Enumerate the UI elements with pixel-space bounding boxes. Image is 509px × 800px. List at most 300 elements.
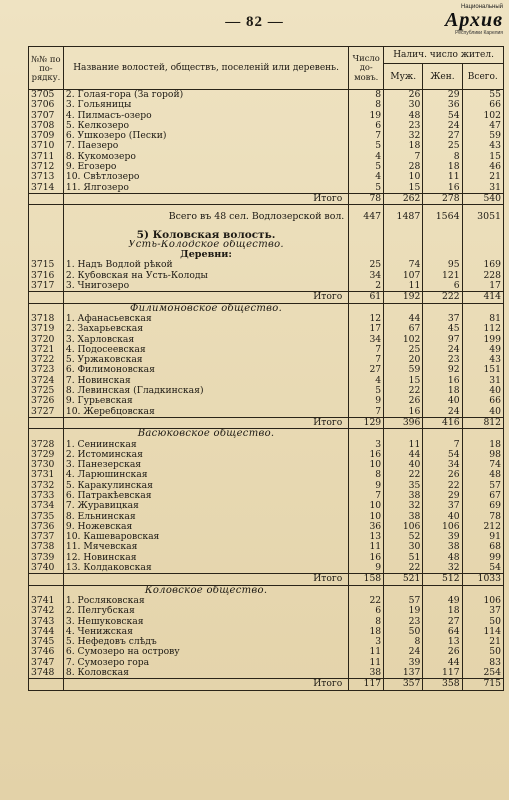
row-houses: 6 bbox=[349, 121, 384, 131]
row-male: 22 bbox=[384, 563, 423, 574]
row-name: 2. Пелгубская bbox=[63, 606, 348, 616]
row-houses: 5 bbox=[349, 141, 384, 151]
row-total: 50 bbox=[462, 647, 503, 657]
society-heading-row bbox=[29, 585, 504, 596]
table-row bbox=[29, 162, 504, 172]
row-houses: 13 bbox=[349, 532, 384, 542]
row-number: 3737 bbox=[29, 532, 64, 542]
row-male: 35 bbox=[384, 481, 423, 491]
table-row bbox=[29, 627, 504, 637]
row-name: 6. Филимоновская bbox=[63, 365, 348, 375]
society-heading: Филимоновское общество. bbox=[63, 303, 348, 314]
total-male: 262 bbox=[384, 193, 423, 204]
spacer-cell bbox=[29, 223, 64, 230]
row-number: 3728 bbox=[29, 440, 64, 450]
row-number: 3734 bbox=[29, 501, 64, 511]
total-male: 521 bbox=[384, 574, 423, 585]
row-total: 37 bbox=[462, 606, 503, 616]
row-female: 92 bbox=[423, 365, 462, 375]
subtotal-row bbox=[29, 417, 504, 428]
row-total: 17 bbox=[462, 281, 503, 292]
row-houses: 8 bbox=[349, 90, 384, 101]
row-female: 117 bbox=[423, 668, 462, 679]
row-female: 24 bbox=[423, 121, 462, 131]
row-number: 3705 bbox=[29, 90, 64, 101]
table-row bbox=[29, 617, 504, 627]
row-total: 254 bbox=[462, 668, 503, 679]
row-total: 54 bbox=[462, 563, 503, 574]
row-name: 9. Гурьевская bbox=[63, 396, 348, 406]
row-houses: 9 bbox=[349, 563, 384, 574]
row-total: 114 bbox=[462, 627, 503, 637]
row-female: 24 bbox=[423, 407, 462, 418]
row-male: 16 bbox=[384, 407, 423, 418]
total-total: 3051 bbox=[462, 212, 503, 222]
row-number: 3736 bbox=[29, 522, 64, 532]
row-number bbox=[29, 417, 64, 428]
row-male: 50 bbox=[384, 627, 423, 637]
total-label: Всего въ 48 сел. Водлозерской вол. bbox=[63, 212, 348, 222]
table-row bbox=[29, 90, 504, 101]
row-houses: 7 bbox=[349, 407, 384, 418]
row-number: 3718 bbox=[29, 314, 64, 324]
row-male: 28 bbox=[384, 162, 423, 172]
row-female: 38 bbox=[423, 542, 462, 552]
total-label: Итого bbox=[63, 417, 348, 428]
table-row bbox=[29, 470, 504, 480]
row-number bbox=[29, 574, 64, 585]
row-female: 26 bbox=[423, 647, 462, 657]
table-row bbox=[29, 183, 504, 194]
row-male: 11 bbox=[384, 281, 423, 292]
table-row bbox=[29, 172, 504, 182]
spacer-cell bbox=[384, 223, 423, 230]
empty-cell bbox=[423, 240, 462, 250]
empty-cell bbox=[462, 240, 503, 250]
row-male: 38 bbox=[384, 512, 423, 522]
total-label: Итого bbox=[63, 574, 348, 585]
row-name: 1. Афанасьевская bbox=[63, 314, 348, 324]
row-number: 3725 bbox=[29, 386, 64, 396]
row-total: 43 bbox=[462, 141, 503, 151]
row-number: 3745 bbox=[29, 637, 64, 647]
row-female: 27 bbox=[423, 617, 462, 627]
row-number: 3707 bbox=[29, 111, 64, 121]
table-row bbox=[29, 522, 504, 532]
row-female: 11 bbox=[423, 172, 462, 182]
row-female: 26 bbox=[423, 470, 462, 480]
row-total: 31 bbox=[462, 376, 503, 386]
row-female: 18 bbox=[423, 606, 462, 616]
row-name: 4. Ларюшинская bbox=[63, 470, 348, 480]
table-row bbox=[29, 532, 504, 542]
table-row bbox=[29, 281, 504, 292]
spacer-cell bbox=[423, 205, 462, 213]
row-total: 228 bbox=[462, 271, 503, 281]
table-row bbox=[29, 314, 504, 324]
row-houses: 7 bbox=[349, 131, 384, 141]
empty-cell bbox=[462, 303, 503, 314]
row-female: 36 bbox=[423, 100, 462, 110]
row-total: 31 bbox=[462, 183, 503, 194]
empty-cell bbox=[423, 585, 462, 596]
row-name: 6. Ушкозеро (Пески) bbox=[63, 131, 348, 141]
row-name: 4. Подосеевская bbox=[63, 345, 348, 355]
row-male: 137 bbox=[384, 668, 423, 679]
table-row bbox=[29, 141, 504, 151]
row-name: 8. Левинская (Гладкинская) bbox=[63, 386, 348, 396]
row-houses: 7 bbox=[349, 491, 384, 501]
row-houses: 8 bbox=[349, 100, 384, 110]
row-number: 3710 bbox=[29, 141, 64, 151]
row-total: 69 bbox=[462, 501, 503, 511]
row-total: 55 bbox=[462, 90, 503, 101]
row-name: 5. Келкозеро bbox=[63, 121, 348, 131]
row-total: 67 bbox=[462, 491, 503, 501]
table-row bbox=[29, 365, 504, 375]
empty-cell bbox=[349, 230, 384, 240]
spacer-cell bbox=[349, 223, 384, 230]
row-houses: 34 bbox=[349, 271, 384, 281]
row-total: 59 bbox=[462, 131, 503, 141]
row-total: 212 bbox=[462, 522, 503, 532]
header-total: Всего. bbox=[462, 64, 503, 90]
row-name: 2. Кубовская на Усть-Колоды bbox=[63, 271, 348, 281]
row-number bbox=[29, 250, 64, 260]
empty-cell bbox=[384, 240, 423, 250]
row-number: 3714 bbox=[29, 183, 64, 194]
row-houses: 36 bbox=[349, 522, 384, 532]
row-number: 3733 bbox=[29, 491, 64, 501]
total-total: 1033 bbox=[462, 574, 503, 585]
table-row bbox=[29, 345, 504, 355]
row-number bbox=[29, 585, 64, 596]
row-male: 8 bbox=[384, 637, 423, 647]
row-female: 64 bbox=[423, 627, 462, 637]
row-number: 3735 bbox=[29, 512, 64, 522]
row-name: 1. Сениинская bbox=[63, 440, 348, 450]
row-number: 3706 bbox=[29, 100, 64, 110]
empty-cell bbox=[349, 585, 384, 596]
empty-cell bbox=[384, 585, 423, 596]
row-houses: 10 bbox=[349, 512, 384, 522]
empty-cell bbox=[349, 250, 384, 260]
row-number: 3740 bbox=[29, 563, 64, 574]
row-male: 67 bbox=[384, 324, 423, 334]
total-houses: 447 bbox=[349, 212, 384, 222]
row-total: 43 bbox=[462, 355, 503, 365]
row-female: 106 bbox=[423, 522, 462, 532]
spacer-cell bbox=[63, 205, 348, 213]
table-row bbox=[29, 131, 504, 141]
row-houses: 9 bbox=[349, 396, 384, 406]
row-female: 37 bbox=[423, 314, 462, 324]
row-name: 4. Пилмасъ-озеро bbox=[63, 111, 348, 121]
empty-cell bbox=[462, 585, 503, 596]
row-houses: 10 bbox=[349, 501, 384, 511]
row-male: 40 bbox=[384, 460, 423, 470]
row-houses: 2 bbox=[349, 281, 384, 292]
row-female: 54 bbox=[423, 450, 462, 460]
table-row bbox=[29, 121, 504, 131]
spacer-cell bbox=[423, 223, 462, 230]
row-number: 3747 bbox=[29, 658, 64, 668]
total-label: Итого bbox=[63, 679, 348, 690]
row-female: 23 bbox=[423, 355, 462, 365]
row-total: 74 bbox=[462, 460, 503, 470]
subtotal-row bbox=[29, 193, 504, 204]
spacer-row bbox=[29, 223, 504, 230]
row-male: 15 bbox=[384, 376, 423, 386]
row-male: 19 bbox=[384, 606, 423, 616]
row-name: 10. Свѣтлозеро bbox=[63, 172, 348, 182]
table-row bbox=[29, 596, 504, 606]
row-female: 95 bbox=[423, 260, 462, 270]
row-number bbox=[29, 679, 64, 690]
row-houses: 3 bbox=[349, 440, 384, 450]
row-houses: 4 bbox=[349, 172, 384, 182]
row-total: 18 bbox=[462, 440, 503, 450]
empty-cell bbox=[384, 303, 423, 314]
row-houses: 3 bbox=[349, 637, 384, 647]
row-male: 23 bbox=[384, 121, 423, 131]
row-female: 34 bbox=[423, 460, 462, 470]
row-male: 44 bbox=[384, 450, 423, 460]
row-houses: 4 bbox=[349, 376, 384, 386]
row-female: 29 bbox=[423, 90, 462, 101]
table-row bbox=[29, 386, 504, 396]
row-total: 169 bbox=[462, 260, 503, 270]
table-row bbox=[29, 542, 504, 552]
total-label: Итого bbox=[63, 193, 348, 204]
row-number: 3726 bbox=[29, 396, 64, 406]
row-number: 3742 bbox=[29, 606, 64, 616]
total-houses: 78 bbox=[349, 193, 384, 204]
row-houses: 8 bbox=[349, 470, 384, 480]
row-female: 18 bbox=[423, 162, 462, 172]
row-name: 5. Нефедовъ слѣдъ bbox=[63, 637, 348, 647]
total-female: 1564 bbox=[423, 212, 462, 222]
row-number: 3708 bbox=[29, 121, 64, 131]
total-total: 715 bbox=[462, 679, 503, 690]
row-total: 112 bbox=[462, 324, 503, 334]
empty-cell bbox=[462, 429, 503, 440]
row-female: 24 bbox=[423, 345, 462, 355]
row-male: 24 bbox=[384, 647, 423, 657]
spacer-cell bbox=[462, 223, 503, 230]
table-row bbox=[29, 111, 504, 121]
table-row bbox=[29, 355, 504, 365]
row-number: 3727 bbox=[29, 407, 64, 418]
row-female: 16 bbox=[423, 376, 462, 386]
row-male: 39 bbox=[384, 658, 423, 668]
row-total: 81 bbox=[462, 314, 503, 324]
row-total: 49 bbox=[462, 345, 503, 355]
row-houses: 27 bbox=[349, 365, 384, 375]
total-female: 222 bbox=[423, 292, 462, 303]
subheading-row bbox=[29, 250, 504, 260]
total-female: 416 bbox=[423, 417, 462, 428]
table-row bbox=[29, 376, 504, 386]
row-male: 25 bbox=[384, 345, 423, 355]
total-label: Итого bbox=[63, 292, 348, 303]
row-male: 38 bbox=[384, 491, 423, 501]
row-total: 91 bbox=[462, 532, 503, 542]
row-number: 3716 bbox=[29, 271, 64, 281]
row-male: 44 bbox=[384, 314, 423, 324]
society-heading-row bbox=[29, 303, 504, 314]
row-number bbox=[29, 292, 64, 303]
header-num: №№ по по- рядку. bbox=[29, 47, 64, 90]
spacer-cell bbox=[63, 223, 348, 230]
row-male: 102 bbox=[384, 335, 423, 345]
header-male: Муж. bbox=[384, 64, 423, 90]
row-number: 3746 bbox=[29, 647, 64, 657]
table-row bbox=[29, 450, 504, 460]
society-heading: Усть-Колодское общество. bbox=[63, 240, 348, 250]
empty-cell bbox=[423, 429, 462, 440]
row-total: 40 bbox=[462, 386, 503, 396]
row-number: 3730 bbox=[29, 460, 64, 470]
row-male: 22 bbox=[384, 470, 423, 480]
row-houses: 19 bbox=[349, 111, 384, 121]
row-total: 102 bbox=[462, 111, 503, 121]
row-female: 32 bbox=[423, 563, 462, 574]
row-houses: 38 bbox=[349, 668, 384, 679]
spacer-cell bbox=[29, 205, 64, 213]
row-name: 2. Захарьевская bbox=[63, 324, 348, 334]
header-dv: Число до- мовъ. bbox=[349, 47, 384, 90]
row-female: 37 bbox=[423, 501, 462, 511]
row-houses: 18 bbox=[349, 627, 384, 637]
row-name: 7. Журавицкая bbox=[63, 501, 348, 511]
total-male: 357 bbox=[384, 679, 423, 690]
row-total: 48 bbox=[462, 470, 503, 480]
row-total: 50 bbox=[462, 617, 503, 627]
row-name: 3. Харловская bbox=[63, 335, 348, 345]
row-houses: 5 bbox=[349, 162, 384, 172]
row-total: 21 bbox=[462, 637, 503, 647]
row-total: 151 bbox=[462, 365, 503, 375]
row-male: 30 bbox=[384, 542, 423, 552]
row-female: 54 bbox=[423, 111, 462, 121]
row-number: 3748 bbox=[29, 668, 64, 679]
subtotal-row bbox=[29, 292, 504, 303]
row-female: 45 bbox=[423, 324, 462, 334]
row-name: 3. Чнигозеро bbox=[63, 281, 348, 292]
row-houses: 11 bbox=[349, 647, 384, 657]
row-houses: 6 bbox=[349, 606, 384, 616]
row-total: 57 bbox=[462, 481, 503, 491]
row-number bbox=[29, 230, 64, 240]
table-row bbox=[29, 647, 504, 657]
row-houses: 10 bbox=[349, 460, 384, 470]
row-female: 39 bbox=[423, 532, 462, 542]
row-number: 3722 bbox=[29, 355, 64, 365]
row-houses: 7 bbox=[349, 345, 384, 355]
row-number: 3729 bbox=[29, 450, 64, 460]
row-total: 68 bbox=[462, 542, 503, 552]
header-female: Жен. bbox=[423, 64, 462, 90]
archive-logo-line3: Республики Карелия bbox=[455, 30, 503, 36]
section-heading-row bbox=[29, 230, 504, 240]
row-male: 52 bbox=[384, 532, 423, 542]
row-name: 11. Мячевская bbox=[63, 542, 348, 552]
table-row bbox=[29, 396, 504, 406]
archive-logo-line1: Национальный bbox=[460, 4, 503, 10]
empty-cell bbox=[462, 230, 503, 240]
total-houses: 129 bbox=[349, 417, 384, 428]
row-female: 27 bbox=[423, 131, 462, 141]
row-total: 15 bbox=[462, 152, 503, 162]
table-row bbox=[29, 407, 504, 418]
table-body bbox=[29, 90, 504, 691]
table-row bbox=[29, 271, 504, 281]
table-row bbox=[29, 658, 504, 668]
table-row bbox=[29, 100, 504, 110]
row-number: 3741 bbox=[29, 596, 64, 606]
empty-cell bbox=[349, 303, 384, 314]
table-row bbox=[29, 481, 504, 491]
row-number: 3709 bbox=[29, 131, 64, 141]
row-female: 48 bbox=[423, 553, 462, 563]
row-name: 3. Гольяницы bbox=[63, 100, 348, 110]
row-total: 47 bbox=[462, 121, 503, 131]
row-male: 26 bbox=[384, 396, 423, 406]
row-male: 107 bbox=[384, 271, 423, 281]
row-male: 20 bbox=[384, 355, 423, 365]
table-row bbox=[29, 335, 504, 345]
society-heading: Васюковское общество. bbox=[63, 429, 348, 440]
row-total: 21 bbox=[462, 172, 503, 182]
row-name: 6. Патракѣевская bbox=[63, 491, 348, 501]
row-name: 9. Егозеро bbox=[63, 162, 348, 172]
row-female: 6 bbox=[423, 281, 462, 292]
row-number bbox=[29, 429, 64, 440]
row-houses: 8 bbox=[349, 617, 384, 627]
row-houses: 25 bbox=[349, 260, 384, 270]
row-houses: 16 bbox=[349, 553, 384, 563]
row-number: 3721 bbox=[29, 345, 64, 355]
empty-cell bbox=[423, 230, 462, 240]
row-male: 15 bbox=[384, 183, 423, 194]
row-female: 25 bbox=[423, 141, 462, 151]
table-row bbox=[29, 260, 504, 270]
archive-logo-title: Архив bbox=[445, 9, 503, 31]
row-number: 3719 bbox=[29, 324, 64, 334]
subtotal-row bbox=[29, 679, 504, 690]
table-row bbox=[29, 637, 504, 647]
population-table bbox=[28, 46, 504, 691]
row-male: 51 bbox=[384, 553, 423, 563]
empty-cell bbox=[349, 429, 384, 440]
total-total: 414 bbox=[462, 292, 503, 303]
row-name: 8. Кукомозеро bbox=[63, 152, 348, 162]
row-female: 18 bbox=[423, 386, 462, 396]
total-female: 358 bbox=[423, 679, 462, 690]
row-number: 3712 bbox=[29, 162, 64, 172]
row-female: 121 bbox=[423, 271, 462, 281]
spacer-cell bbox=[384, 205, 423, 213]
total-male: 396 bbox=[384, 417, 423, 428]
row-name: 10. Жеребцовская bbox=[63, 407, 348, 418]
row-houses: 5 bbox=[349, 183, 384, 194]
total-female: 278 bbox=[423, 193, 462, 204]
empty-cell bbox=[384, 250, 423, 260]
row-male: 11 bbox=[384, 440, 423, 450]
row-name: 8. Коловская bbox=[63, 668, 348, 679]
empty-cell bbox=[384, 230, 423, 240]
